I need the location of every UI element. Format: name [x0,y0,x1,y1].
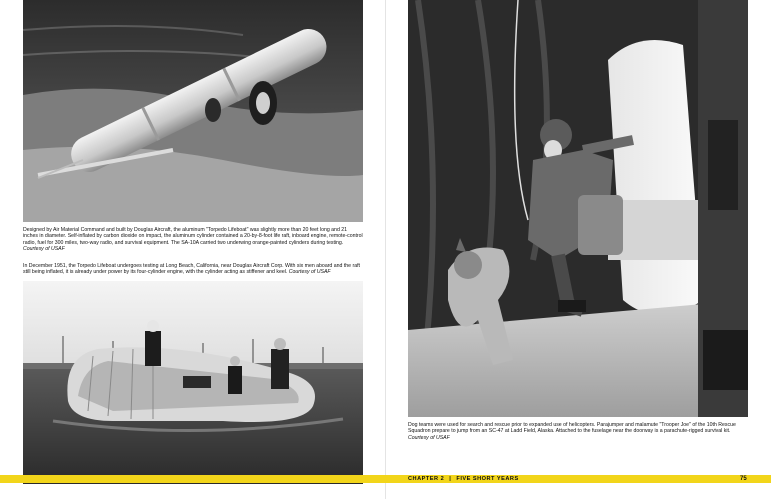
photo-parajumper-malamute-image [408,0,748,417]
caption-credit: Courtesy of USAF [408,434,450,441]
caption-text: In December 1951, the Torpedo Lifeboat undergoes testing at Long Beach, California, near Douglas Aircraft Corp. With six men aboard and the raft still being inflated, it is already under power by its four-cylinder engine, with the cylinder acting as stiffener and keel. [23,263,361,276]
caption-credit: Courtesy of USAF [23,246,65,253]
caption-text: Dog teams were used for search and rescue prior to expanded use of helicopters. Parajumper and malamute "Trooper Joe" of the 10th Rescue Squadron prepare to jump from an SC-47 at Ladd Field, Alaska. Attached to the fuselage near the doorway is a parachute-rigged survival kit. [408,422,736,435]
footer-band-left [0,475,771,483]
running-footer [408,475,519,483]
photo-inflated-raft-image [23,281,363,484]
caption-text: Designed by Air Material Command and built by Douglas Aircraft, the aluminum "Torpedo Lifeboat" was slightly more than 20 feet long and 21 inches in diameter. Self-inflated by carbon dioxide on impact, the aluminum cylinder contained a 20-by-8-foot life raft, inboard engine, remote-control radio, fuel for 300 miles, two-way radio, and survival equipment. The SA-10A carried two underwing orange-painted cylinders during testing. [23,227,363,246]
photo-torpedo-lifeboat-image [23,0,363,222]
footer-separator: | [449,476,452,482]
chapter-title: FIVE SHORT YEARS [456,476,519,482]
photo-torpedo-lifeboat [23,0,363,222]
caption-torpedo-lifeboat [23,227,363,253]
page-gutter [385,0,386,499]
caption-parajumper [408,422,748,441]
photo-inflated-raft [23,281,363,484]
chapter-label: CHAPTER 2 [408,476,445,482]
photo-parajumper-malamute [408,0,748,417]
page-number: 75 [740,476,747,482]
caption-credit: Courtesy of USAF [288,269,331,276]
caption-long-beach-test [23,263,363,276]
